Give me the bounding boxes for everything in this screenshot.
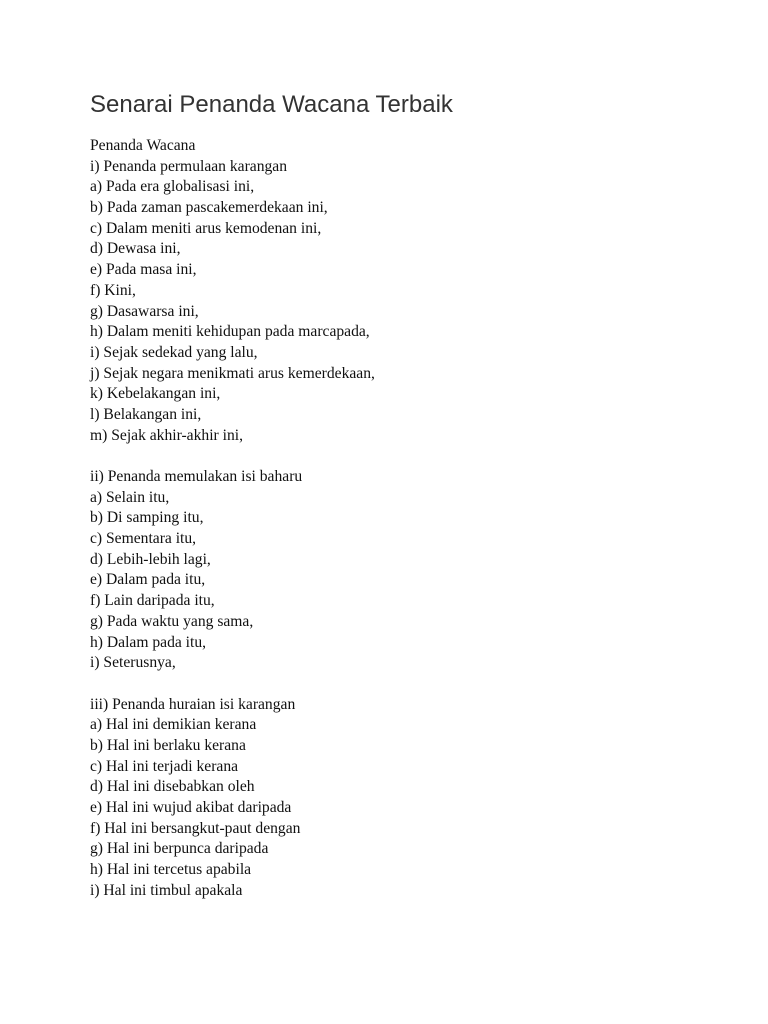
list-item: f) Hal ini bersangkut-paut dengan [90,819,301,837]
document-title: Senarai Penanda Wacana Terbaik [90,91,453,118]
section [90,695,730,902]
section-heading: i) Penanda permulaan karangan [90,157,288,175]
list-item: b) Hal ini berlaku kerana [90,736,246,754]
document-page [90,88,730,901]
list-item: j) Sejak negara menikmati arus kemerdekaan, [90,364,375,382]
list-item: k) Kebelakangan ini, [90,385,221,403]
list-item: a) Hal ini demikian kerana [90,716,257,734]
section [90,157,730,447]
list-item: l) Belakangan ini, [90,405,202,423]
list-item: d) Dewasa ini, [90,240,181,258]
list-item: b) Pada zaman pascakemerdekaan ini, [90,199,328,217]
list-item: c) Hal ini terjadi kerana [90,757,239,775]
list-item: i) Hal ini timbul apakala [90,881,243,899]
list-item: c) Dalam meniti arus kemodenan ini, [90,219,322,237]
list-item: d) Hal ini disebabkan oleh [90,778,255,796]
list-item: h) Hal ini tercetus apabila [90,861,252,879]
list-item: g) Hal ini berpunca daripada [90,840,269,858]
list-item: e) Pada masa ini, [90,261,197,279]
sections-container [90,157,730,902]
list-item: f) Lain daripada itu, [90,592,215,610]
list-item: h) Dalam pada itu, [90,633,207,651]
list-item: c) Sementara itu, [90,530,197,548]
list-item: d) Lebih-lebih lagi, [90,550,211,568]
list-item: a) Selain itu, [90,488,170,506]
list-item: h) Dalam meniti kehidupan pada marcapada, [90,323,370,341]
list-item: m) Sejak akhir-akhir ini, [90,426,243,444]
list-item: e) Dalam pada itu, [90,571,206,589]
section-heading: iii) Penanda huraian isi karangan [90,695,296,713]
section-spacer [90,674,730,695]
section [90,467,730,674]
list-item: i) Sejak sedekad yang lalu, [90,343,258,361]
list-item: a) Pada era globalisasi ini, [90,178,255,196]
document-body [90,136,730,901]
section-spacer [90,446,730,467]
list-item: b) Di samping itu, [90,509,204,527]
list-item: e) Hal ini wujud akibat daripada [90,799,292,816]
list-item: g) Pada waktu yang sama, [90,612,254,630]
document-heading: Penanda Wacana [90,137,196,154]
list-item: g) Dasawarsa ini, [90,302,199,320]
section-heading: ii) Penanda memulakan isi baharu [90,468,303,485]
list-item: f) Kini, [90,281,136,299]
list-item: i) Seterusnya, [90,654,176,672]
